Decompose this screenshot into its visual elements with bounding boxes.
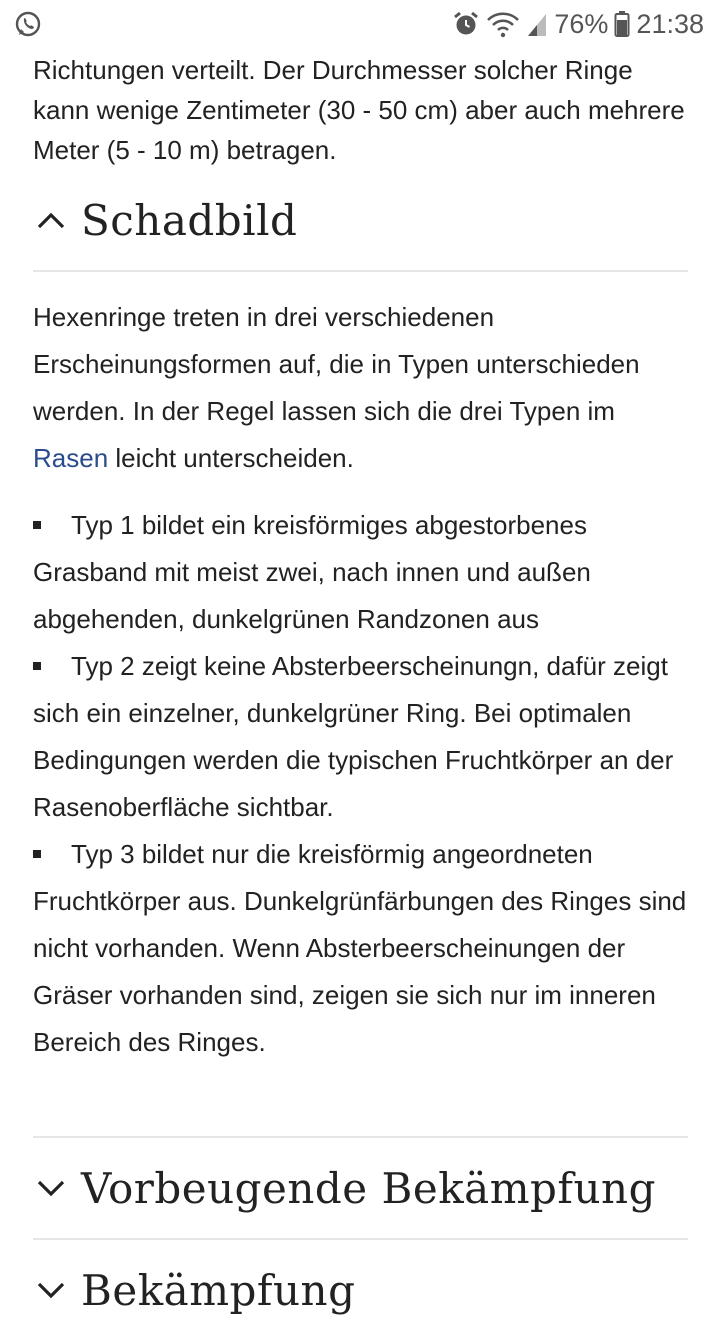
section-title: Vorbeugende Bekämpfung (81, 1163, 656, 1213)
article-content (33, 48, 688, 1340)
signal-icon (526, 10, 548, 38)
whatsapp-icon (14, 10, 42, 38)
bullet-icon (33, 850, 41, 858)
status-bar (0, 0, 720, 48)
section-header-schadbild[interactable] (33, 170, 688, 270)
clock-time: 21:38 (636, 8, 704, 39)
list-item-text: Typ 1 bildet ein kreisförmiges abgestorbenes Grasband mit meist zwei, nach innen und außen abgehenden, dunkelgrünen Randzonen aus (33, 510, 591, 634)
list-item (33, 831, 688, 1066)
battery-icon (614, 10, 630, 38)
list-item-text: Typ 3 bildet nur die kreisförmig angeordneten Fruchtkörper aus. Dunkelgrünfärbungen des Ringes sind nicht vorhanden. Wenn Absterbeerscheinungen der Gräser vorhanden sind, zeigen sie sich nur im inneren Bereich des Ringes. (33, 839, 687, 1057)
chevron-down-icon[interactable] (33, 1170, 69, 1206)
alarm-icon (452, 10, 480, 38)
chevron-up-icon[interactable] (33, 202, 69, 238)
section-paragraph (33, 294, 688, 482)
list-item (33, 502, 688, 643)
paragraph-text: leicht unterscheiden. (108, 443, 354, 473)
wifi-icon (486, 10, 520, 38)
intro-paragraph: Richtungen verteilt. Der Durchmesser solcher Ringe kann wenige Zentimeter (30 - 50 cm) aber auch mehrere Meter (5 - 10 m) betragen. (33, 55, 685, 165)
list-item-text: Typ 2 zeigt keine Absterbeerscheinungn, dafür zeigt sich ein einzelner, dunkelgrüner Ring. Bei optimalen Bedingungen werden die typischen Fruchtkörper an der Rasenoberfläche sichtbar. (33, 651, 674, 822)
list-item (33, 643, 688, 831)
status-icons (452, 8, 704, 40)
section-divider (33, 270, 688, 272)
section-title: Bekämpfung (81, 1265, 356, 1315)
section-header-vorbeugende-bekaempfung[interactable] (33, 1138, 688, 1238)
bullet-icon (33, 521, 41, 529)
link-rasen[interactable]: Rasen (33, 443, 109, 473)
battery-percent: 76% (554, 8, 609, 39)
chevron-down-icon[interactable] (33, 1272, 69, 1308)
paragraph-text: Hexenringe treten in drei verschiedenen Erscheinungsformen auf, die in Typen unterschieden werden. In der Regel lassen sich die drei Typen im (33, 302, 640, 426)
section-header-bekaempfung[interactable] (33, 1240, 688, 1340)
section-title: Schadbild (81, 195, 298, 245)
bullet-icon (33, 662, 41, 670)
bullet-list (33, 502, 688, 1066)
